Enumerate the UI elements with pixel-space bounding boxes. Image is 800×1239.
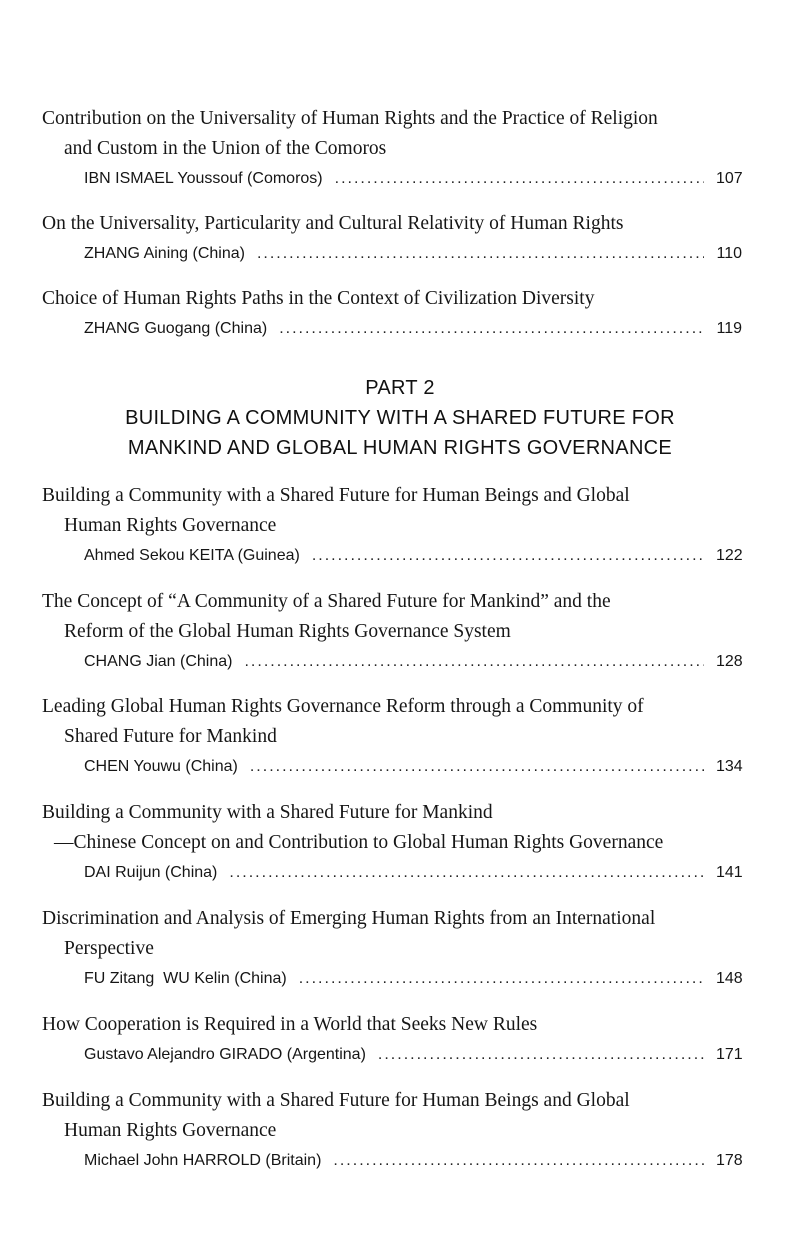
- author-line: [42, 647, 742, 677]
- toc-entry: [42, 904, 742, 994]
- part-heading-line: BUILDING A COMMUNITY WITH A SHARED FUTURE FOR: [125, 407, 675, 429]
- dot-leader: [244, 647, 704, 677]
- entry-page-number: 128: [716, 653, 743, 670]
- toc-entry: [42, 1010, 742, 1070]
- entry-page-number: 110: [716, 245, 742, 262]
- entry-title-line: Building a Community with a Shared Future for Mankind: [42, 802, 493, 823]
- entry-title-line: Shared Future for Mankind: [64, 726, 277, 747]
- entry-title: [42, 1086, 742, 1146]
- entry-title-line: Leading Global Human Rights Governance Reform through a Community of: [42, 696, 644, 717]
- toc-entry: [42, 104, 742, 194]
- author-line: [42, 858, 742, 888]
- toc-entry: [42, 587, 742, 677]
- entry-title-line: Building a Community with a Shared Future for Human Beings and Global: [42, 1090, 630, 1111]
- author-line: [42, 164, 742, 194]
- entry-author: CHEN Youwu (China): [84, 758, 238, 775]
- entry-title-line: and Custom in the Union of the Comoros: [64, 138, 387, 159]
- toc-entry: [42, 284, 742, 344]
- part-label: PART 2: [365, 377, 435, 399]
- entry-title: [42, 1010, 742, 1040]
- author-line: [42, 1040, 742, 1070]
- entry-author: ZHANG Aining (China): [84, 245, 245, 262]
- entry-author: ZHANG Guogang (China): [84, 320, 268, 337]
- dot-leader: [312, 541, 704, 571]
- part-heading-line: MANKIND AND GLOBAL HUMAN RIGHTS GOVERNANCE: [127, 437, 673, 459]
- author-line: [42, 1146, 742, 1176]
- entry-title-line: Human Rights Governance: [64, 515, 277, 536]
- dot-leader: [250, 752, 704, 782]
- entry-page-number: 134: [716, 758, 743, 775]
- entry-title: [42, 284, 742, 314]
- entry-title-line: Reform of the Global Human Rights Governance System: [64, 621, 511, 642]
- author-line: [42, 239, 742, 269]
- entry-title: [42, 798, 742, 858]
- entry-title: [42, 104, 742, 164]
- dot-leader: [229, 858, 704, 888]
- author-line: [42, 964, 742, 994]
- dot-leader: [335, 164, 704, 194]
- part-heading: [0, 373, 800, 463]
- entry-title: [42, 209, 742, 239]
- dot-leader: [333, 1146, 704, 1176]
- entry-page-number: 148: [716, 970, 743, 987]
- entry-title: [42, 692, 742, 752]
- entry-title-line: Discrimination and Analysis of Emerging Human Rights from an International: [42, 908, 656, 929]
- entry-author: Michael John HARROLD (Britain): [84, 1152, 322, 1169]
- entry-author: IBN ISMAEL Youssouf (Comoros): [84, 170, 323, 187]
- entry-page-number: 107: [716, 170, 743, 187]
- entry-title-line: Building a Community with a Shared Future for Human Beings and Global: [42, 485, 630, 506]
- dot-leader: [257, 239, 704, 269]
- author-line: [42, 541, 742, 571]
- toc-entry: [42, 481, 742, 571]
- entry-title-line: Human Rights Governance: [64, 1120, 277, 1141]
- entry-page-number: 178: [716, 1152, 743, 1169]
- toc-entry: [42, 209, 742, 269]
- entry-title-line: Choice of Human Rights Paths in the Context of Civilization Diversity: [42, 288, 595, 309]
- toc-entry: [42, 1086, 742, 1176]
- entry-title-line: Contribution on the Universality of Human Rights and the Practice of Religion: [42, 108, 658, 129]
- entry-page-number: 171: [716, 1046, 743, 1063]
- dot-leader: [299, 964, 704, 994]
- dot-leader: [378, 1040, 704, 1070]
- entry-page-number: 122: [716, 547, 743, 564]
- entry-title: [42, 481, 742, 541]
- entry-author: Ahmed Sekou KEITA (Guinea): [84, 547, 300, 564]
- entry-title: [42, 587, 742, 647]
- entry-title-line: Perspective: [64, 938, 154, 959]
- entry-title: [42, 904, 742, 964]
- toc-entry: [42, 692, 742, 782]
- entry-title-line: The Concept of “A Community of a Shared Future for Mankind” and the: [42, 591, 611, 612]
- entry-title-line: On the Universality, Particularity and Cultural Relativity of Human Rights: [42, 213, 624, 234]
- entry-page-number: 141: [716, 864, 743, 881]
- dot-leader: [279, 314, 704, 344]
- author-line: [42, 752, 742, 782]
- entry-title-line: —Chinese Concept on and Contribution to Global Human Rights Governance: [54, 832, 664, 853]
- entry-page-number: 119: [716, 320, 742, 337]
- entry-author: Gustavo Alejandro GIRADO (Argentina): [84, 1046, 366, 1063]
- entry-author: CHANG Jian (China): [84, 653, 233, 670]
- toc-entry: [42, 798, 742, 888]
- entry-author: FU Zitang WU Kelin (China): [84, 970, 287, 987]
- entry-title-line: How Cooperation is Required in a World that Seeks New Rules: [42, 1014, 538, 1035]
- entry-author: DAI Ruijun (China): [84, 864, 218, 881]
- author-line: [42, 314, 742, 344]
